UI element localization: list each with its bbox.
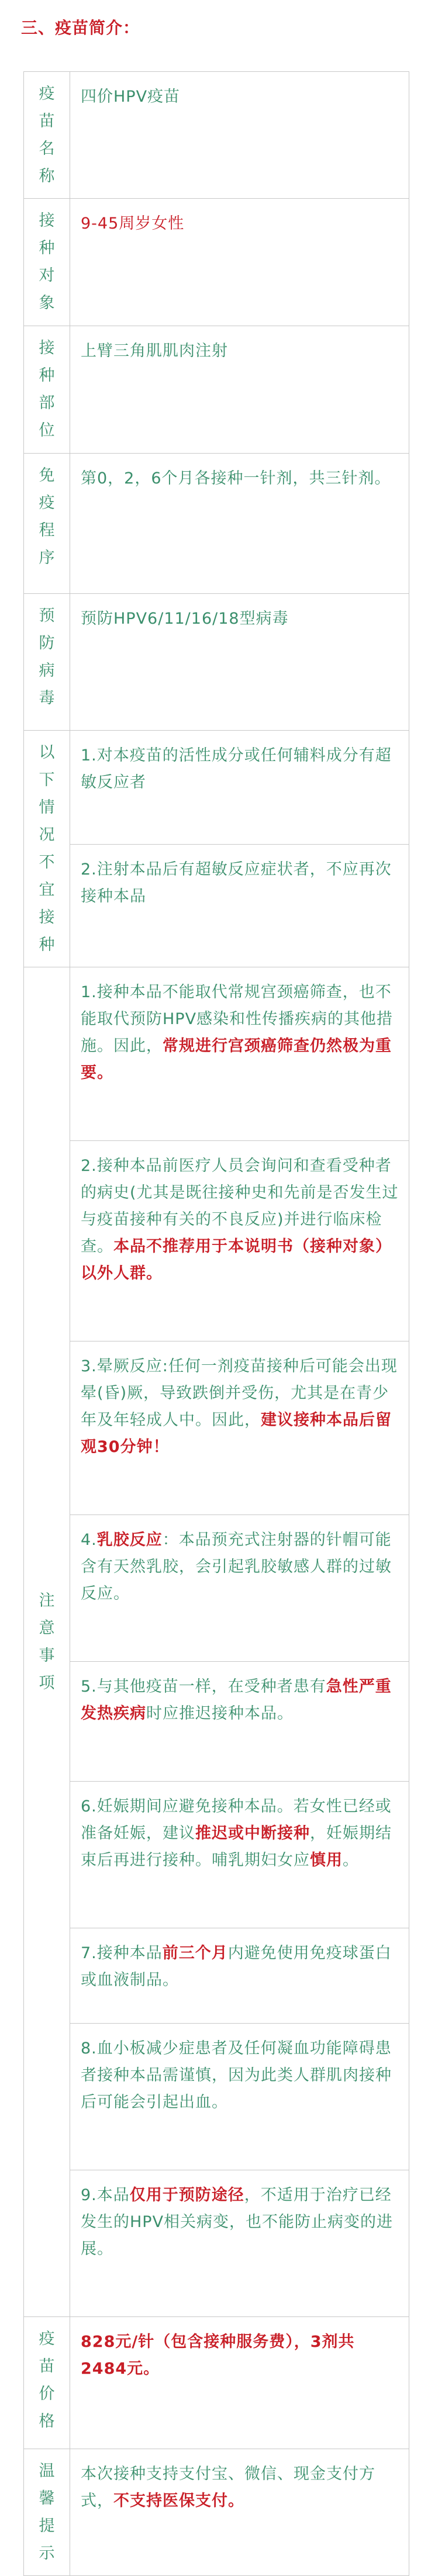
note-text: 5.与其他疫苗一样，在受种者患有 [81,1678,326,1696]
note-highlight: 乳胶反应 [96,1531,163,1549]
label-char: 预 [39,607,55,625]
note-text: ，不适用于治疗已经发生的HPV相关病变，也不能防止病变的进展。 [81,2186,394,2258]
label-char: 部 [39,394,55,412]
note-highlight: 推迟或中断接种 [195,1824,310,1842]
note-item-1 [70,967,409,1141]
value-tips [70,2449,409,2576]
label-char: 意 [39,1619,55,1637]
value-contraindications [70,731,409,967]
label-char: 不 [39,853,55,872]
label-char: 宜 [39,881,55,899]
note-text: 1.接种本品不能取代常规宫颈癌筛查，也不能取代预防HPV感染和性传播疾病的其他措施。因此， [81,983,394,1055]
note-text: 4. [81,1531,97,1549]
label-char: 馨 [39,2489,55,2508]
label-char: 接 [39,212,55,230]
label-char: 种 [39,936,55,954]
vaccine-info-table [23,71,409,2576]
note-item-8 [70,2024,409,2170]
note-item-4 [70,1515,409,1662]
label-char: 疫 [39,85,55,103]
label-notes [24,967,70,2317]
label-char: 价 [39,2385,55,2403]
value-target: 9-45周岁女性 [70,199,409,326]
value-price: 828元/针（包含接种服务费），3剂共2484元。 [70,2317,409,2449]
label-char: 项 [39,1674,55,1692]
label-char: 况 [39,826,55,844]
note-highlight: 本品不推荐用于本说明书（接种对象）以外人群。 [81,1237,392,1282]
label-char: 疫 [39,494,55,512]
value-notes [70,967,409,2317]
note-text: 9.本品 [81,2186,130,2204]
label-char: 注 [39,1592,55,1610]
label-char: 以 [39,744,55,762]
note-item-7 [70,1928,409,2024]
label-char: 情 [39,798,55,817]
note-item-3 [70,1341,409,1515]
label-price [24,2317,70,2449]
row-target [24,199,409,326]
row-site [24,326,409,454]
label-char: 事 [39,1647,55,1665]
contraindication-item: 1.对本疫苗的活性成分或任何辅料成分有超敏反应者 [70,731,409,845]
label-char: 提 [39,2517,55,2535]
note-highlight: 慎用 [310,1851,343,1869]
label-char: 病 [39,662,55,680]
row-prevent [24,594,409,731]
label-char: 象 [39,294,55,312]
label-tips [24,2449,70,2576]
label-char: 温 [39,2462,55,2480]
label-char: 示 [39,2544,55,2563]
label-char: 称 [39,167,55,185]
row-notes [24,967,409,2317]
label-char: 序 [39,549,55,567]
note-text: ，妊娠期结束后再进行接种。哺乳期妇女应 [81,1824,392,1869]
row-vaccine-name [24,72,409,199]
label-char: 防 [39,634,55,652]
value-site: 上臂三角肌肌肉注射 [70,326,409,454]
label-char: 苗 [39,112,55,130]
note-text: 内避免使用免疫球蛋白或血液制品。 [81,1944,392,1989]
label-vaccine-name [24,72,70,199]
label-prevent [24,594,70,731]
label-site [24,326,70,454]
note-highlight: 急性严重发热疾病 [81,1678,392,1723]
note-text: 。 [343,1851,359,1869]
note-text: 8.血小板减少症患者及任何凝血功能障碍患者接种本品需谨慎，因为此类人群肌肉接种后可能会引起出血。 [81,2039,392,2111]
note-item-2 [70,1141,409,1341]
label-char: 名 [39,140,55,158]
note-text: 3.晕厥反应:任何一剂疫苗接种后可能会出现晕(昏)厥，导致跌倒并受伤，尤其是在青少年及年轻成人中。因此， [81,1357,398,1429]
note-item-9 [70,2170,409,2316]
row-price [24,2317,409,2449]
label-char: 免 [39,466,55,485]
note-text: 时应推迟接种本品。 [146,1704,294,1723]
row-tips [24,2449,409,2576]
value-vaccine-name: 四价HPV疫苗 [70,72,409,199]
label-target [24,199,70,326]
note-item-5 [70,1662,409,1782]
note-text: 6.妊娠期间应避免接种本品。若女性已经或准备妊娠，建议 [81,1797,392,1842]
tips-highlight: 不支持医保支付。 [113,2492,244,2510]
label-char: 对 [39,267,55,285]
tips-text: 本次接种支持支付宝、微信、现金支付方式， [81,2465,375,2510]
row-contraindications [24,731,409,967]
label-char: 苗 [39,2357,55,2376]
note-highlight: 前三个月 [162,1944,228,1962]
note-highlight: 仅用于预防途径 [129,2186,244,2204]
label-char: 种 [39,366,55,385]
label-char: 接 [39,908,55,926]
label-char: 毒 [39,689,55,707]
label-char: 位 [39,421,55,440]
note-text: ：本品预充式注射器的针帽可能含有天然乳胶，会引起乳胶敏感人群的过敏反应。 [81,1531,392,1603]
note-text: 7.接种本品 [81,1944,163,1962]
section-title: 三、疫苗简介： [21,18,140,37]
label-char: 种 [39,239,55,257]
note-item-6 [70,1782,409,1928]
label-contraindications [24,731,70,967]
value-schedule: 第0，2，6个月各接种一针剂，共三针剂。 [70,454,409,594]
note-highlight: 常规进行宫颈癌筛查仍然极为重要。 [81,1037,392,1082]
label-char: 格 [39,2412,55,2430]
note-text: 2.接种本品前医疗人员会询问和查看受种者的病史(尤其是既往接种史和先前是否发生过与疫苗接种有关的不良反应)并进行临床检查。 [81,1157,399,1256]
label-char: 疫 [39,2330,55,2348]
row-schedule [24,454,409,594]
label-schedule [24,454,70,594]
note-highlight: 建议接种本品后留观30分钟！ [81,1411,392,1456]
label-char: 程 [39,521,55,540]
label-char: 下 [39,771,55,789]
label-char: 接 [39,339,55,357]
value-prevent: 预防HPV6/11/16/18型病毒 [70,594,409,731]
contraindication-item: 2.注射本品后有超敏反应症状者，不应再次接种本品 [81,860,392,905]
